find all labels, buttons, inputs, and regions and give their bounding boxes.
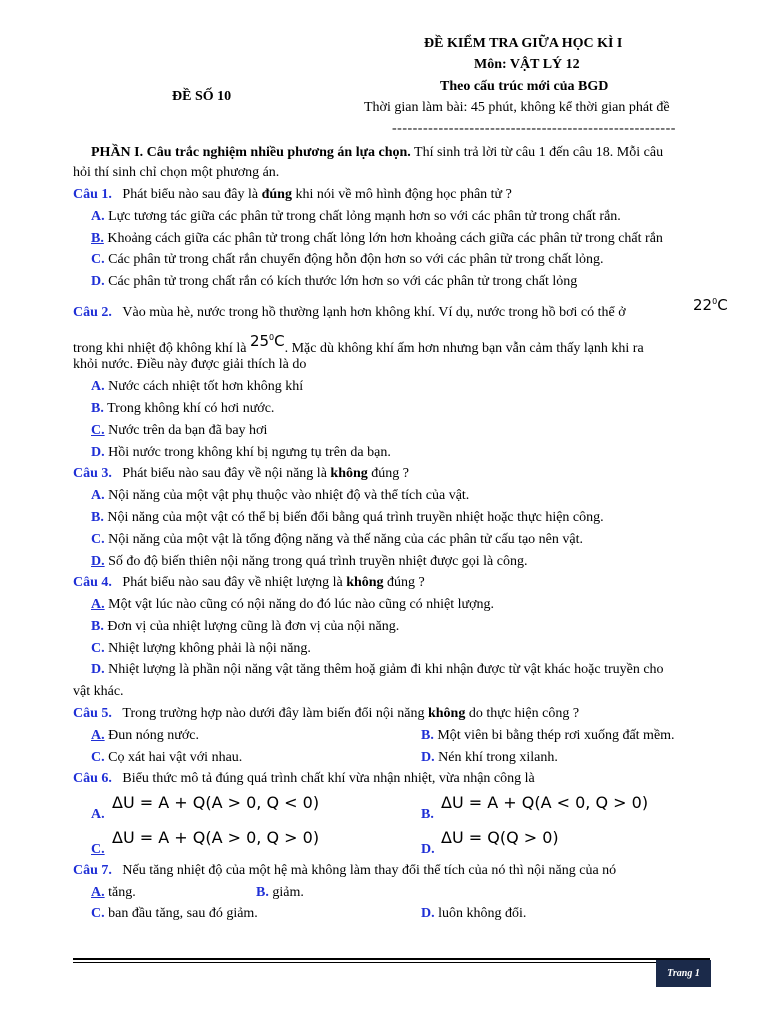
question-label: Câu 3. [73,466,112,481]
q3-option-d[interactable] [91,552,751,572]
option-key: A. [91,728,105,743]
q1-option-d[interactable] [91,272,751,292]
question-label: Câu 2. [73,305,112,320]
question-7 [73,861,733,881]
option-key: D. [91,554,105,569]
option-key: B. [91,510,104,525]
option-text: Nội năng của một vật có thể bị biến đổi bằng quá trình truyền nhiệt hoặc thực hiện công. [107,510,604,525]
q4-option-a[interactable] [91,595,751,615]
option-key: C. [91,423,105,438]
option-text: Một vật lúc nào cũng có nội năng do đó lúc nào cũng có nhiệt lượng. [108,597,495,612]
option-key: B. [91,619,104,634]
q3-option-c[interactable] [91,530,751,550]
option-key: C. [91,906,105,921]
q5-option-b[interactable] [421,726,675,746]
question-label: Câu 6. [73,771,112,786]
exam-structure: Theo cấu trúc mới của BGD [440,79,609,94]
q2-option-d[interactable] [91,443,751,463]
exam-number: ĐỀ SỐ 10 [172,89,232,104]
q2-option-c[interactable] [91,421,751,441]
temperature-water: $22^0C$ [693,296,728,314]
q4-option-d-cont: vật khác. [73,684,124,699]
option-text: Một viên bi bằng thép rơi xuống đất mềm. [437,728,675,743]
option-text: Nước trên da bạn đã bay hơi [108,423,268,438]
q3-option-b[interactable] [91,508,751,528]
q7-option-a[interactable] [91,883,136,903]
exam-title: ĐỀ KIỂM TRA GIỮA HỌC KÌ I [424,36,623,51]
q6-option-a[interactable] [91,805,105,825]
question-text: do thực hiện công ? [465,706,580,721]
q6-formula-c: ΔU = A + Q(A > 0, Q > 0) [112,828,320,847]
option-key: A. [91,379,105,394]
header-divider: ------------------------------------------------------- [392,121,676,136]
question-3 [73,464,733,484]
question-text: Phát biểu nào sau đây về nhiệt lượng là [122,575,347,590]
question-text: Biểu thức mô tả đúng quá trình chất khí vừa nhận nhiệt, vừa nhận công là [122,771,535,786]
q3-option-a[interactable] [91,486,751,506]
option-key: A. [91,209,105,224]
part1-instruction-cont: hỏi thí sinh chỉ chọn một phương án. [73,165,280,180]
option-key: D. [91,274,105,289]
option-key: C. [91,750,105,765]
option-text: Nội năng của một vật là tổng động năng và thế năng của các phân tử cấu tạo nên vật. [108,532,583,547]
exam-subject: Môn: VẬT LÝ 12 [474,57,580,72]
q6-formula-b: ΔU = A + Q(A < 0, Q > 0) [441,793,649,812]
question-text: đúng ? [383,575,425,590]
question-emphasis: không [427,706,466,721]
question-label: Câu 4. [73,575,112,590]
option-key: B. [91,231,104,246]
option-text: Đơn vị của nhiệt lượng cũng là đơn vị của nội năng. [107,619,400,634]
q4-option-b[interactable] [91,617,751,637]
footer-rule-thin [73,962,710,963]
option-text: giảm. [272,885,304,900]
option-text: Số đo độ biến thiên nội năng trong quá trình truyền nhiệt được gọi là công. [108,554,528,569]
question-label: Câu 7. [73,863,112,878]
q5-option-c[interactable] [91,748,242,768]
option-key: A. [91,807,105,822]
option-text: Các phân tử trong chất rắn có kích thước lớn hơn so với các phân tử trong chất lỏng [108,274,578,289]
option-text: Khoảng cách giữa các phân tử trong chất lỏng lớn hơn khoảng cách giữa các phân tử trong chất rắn [107,231,663,246]
footer-rule-thick [73,958,710,960]
option-text: Nước cách nhiệt tốt hơn không khí [108,379,304,394]
option-key: C. [91,641,105,656]
q1-option-c[interactable] [91,250,751,270]
option-text: Đun nóng nước. [108,728,199,743]
q6-formula-a: ΔU = A + Q(A > 0, Q < 0) [112,793,320,812]
q7-option-c[interactable] [91,904,258,924]
question-1 [73,185,733,205]
q1-option-a[interactable] [91,207,751,227]
temperature-air: $25^0C$ [249,332,285,350]
option-text: tăng. [108,885,136,900]
option-key: C. [91,532,105,547]
question-text: Phát biểu nào sau đây về nội năng là [122,466,331,481]
q6-option-d[interactable] [421,840,435,860]
option-key: A. [91,488,105,503]
option-text: luôn không đổi. [438,906,527,921]
option-text: Trong không khí có hơi nước. [107,401,275,416]
part1-instruction: Thí sinh trả lời từ câu 1 đến câu 18. Mỗi câu [410,145,664,160]
question-5 [73,704,733,724]
question-label: Câu 1. [73,187,112,202]
q7-option-b[interactable] [256,883,304,903]
q4-option-d[interactable] [91,660,731,680]
q4-option-c[interactable] [91,639,751,659]
question-text: khi nói về mô hình động học phân tử ? [291,187,512,202]
question-4 [73,573,733,593]
question-text: Trong trường hợp nào dưới đây làm biến đổi nội năng [122,706,428,721]
option-key: D. [421,750,435,765]
option-text: Nhiệt lượng không phải là nội năng. [108,641,311,656]
option-key: A. [91,885,105,900]
option-text: Các phân tử trong chất rắn chuyển động hỗn độn hơn so với các phân tử trong chất lỏng. [108,252,604,267]
q2-option-a[interactable] [91,377,751,397]
option-text: Nội năng của một vật phụ thuộc vào nhiệt độ và thể tích của vật. [108,488,470,503]
question-2 [73,303,733,323]
option-key: D. [91,662,105,677]
question-text: trong khi nhiệt độ không khí là [73,341,247,356]
option-key: B. [421,807,434,822]
q6-option-b[interactable] [421,805,434,825]
option-text: Nhiệt lượng là phần nội năng vật tăng thêm hoặ giảm đi khi nhận được từ vật khác hoặc truyền cho [108,662,664,677]
q6-formula-d: ΔU = Q(Q > 0) [441,828,559,847]
question-6 [73,769,733,789]
option-key: C. [91,842,105,857]
option-key: C. [91,252,105,267]
part1-title: PHẦN I. Câu trắc nghiệm nhiều phương án lựa chọn. [91,145,411,160]
q1-option-b[interactable] [91,229,751,249]
q2-option-b[interactable] [91,399,751,419]
exam-time: Thời gian làm bài: 45 phút, không kể thời gian phát đề [364,100,670,115]
question-text: Nếu tăng nhiệt độ của một hệ mà không làm thay đổi thể tích của nó thì nội năng của nó [122,863,617,878]
question-text: đúng ? [367,466,409,481]
option-text: Lực tương tác giữa các phân tử trong chất lỏng mạnh hơn so với các phân tử trong chất rắn. [108,209,621,224]
question-emphasis: không [346,575,384,590]
question-emphasis: không [330,466,368,481]
part1-intro [73,142,731,164]
q5-option-a[interactable] [91,726,199,746]
page-number: Trang 1 [656,960,711,987]
question-label: Câu 5. [73,706,112,721]
q5-option-d[interactable] [421,748,558,768]
option-key: A. [91,597,105,612]
question-text: Phát biểu nào sau đây là [122,187,262,202]
question-emphasis: đúng [261,187,292,202]
option-key: D. [91,445,105,460]
option-text: Cọ xát hai vật với nhau. [108,750,243,765]
question-text: Vào mùa hè, nước trong hồ thường lạnh hơn không khí. Ví dụ, nước trong hồ bơi có thể ở [122,305,626,320]
option-key: B. [421,728,434,743]
question-2-line3: khỏi nước. Điều này được giải thích là do [73,357,307,372]
option-text: Nén khí trong xilanh. [438,750,558,765]
option-key: B. [256,885,269,900]
option-key: D. [421,842,435,857]
q6-option-c[interactable] [91,840,105,860]
option-key: B. [91,401,104,416]
q7-option-d[interactable] [421,904,526,924]
option-key: D. [421,906,435,921]
question-text: . Mặc dù không khí ấm hơn nhưng bạn vẫn cảm thấy lạnh khi ra [284,341,644,356]
option-text: ban đầu tăng, sau đó giảm. [108,906,258,921]
option-text: Hồi nước trong không khí bị ngưng tụ trên da bạn. [108,445,391,460]
